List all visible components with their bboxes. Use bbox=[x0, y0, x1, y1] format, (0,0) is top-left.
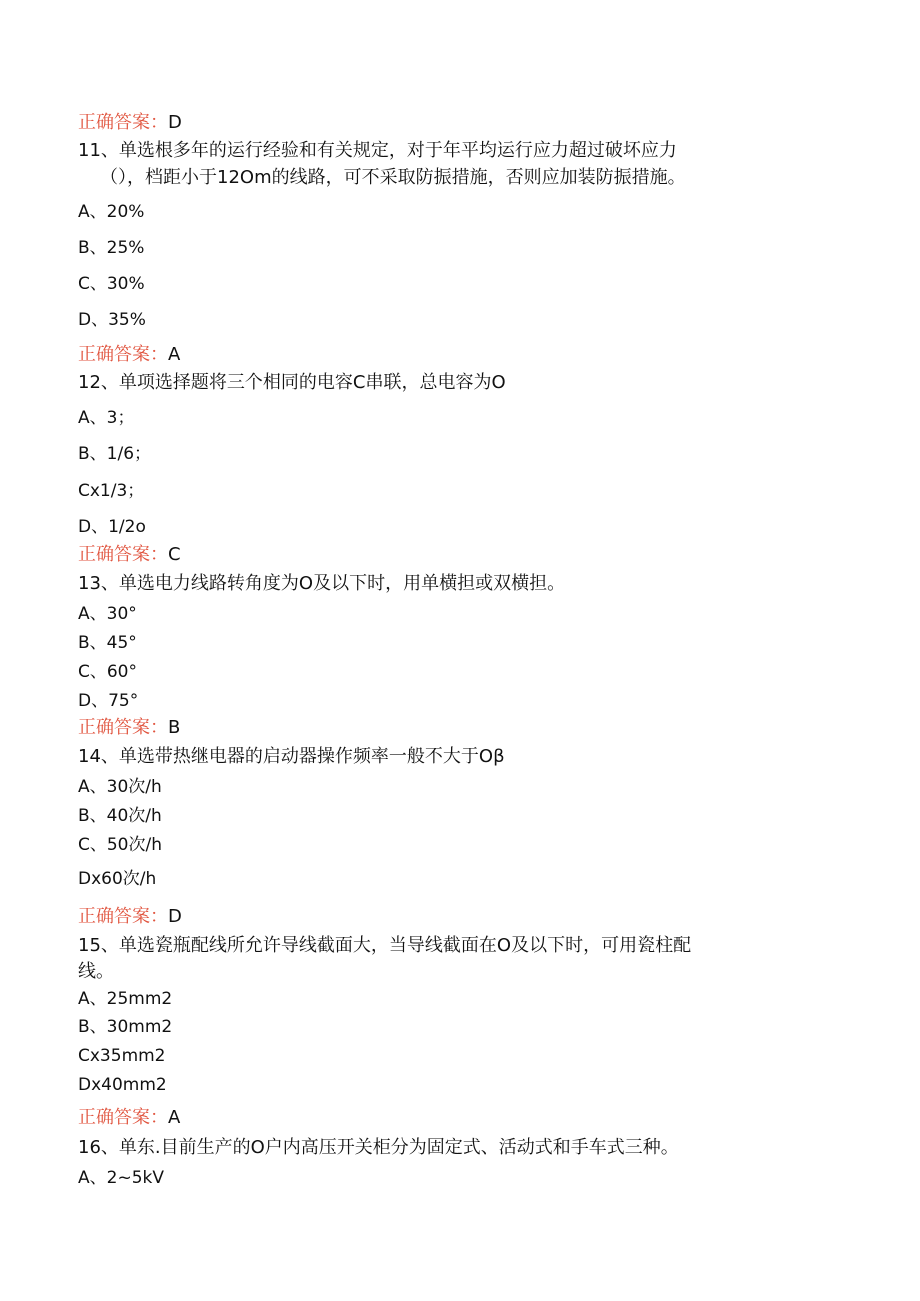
answer-label: 正确答案： bbox=[78, 344, 168, 365]
option-b-q11: B、25% bbox=[78, 238, 145, 258]
answer-value: D bbox=[168, 112, 182, 133]
question-text-q14: 14、单选带热继电器的启动器操作频率一般不大于Oβ bbox=[78, 746, 505, 767]
question-text-q11-line1: 11、单选根多年的运行经验和有关规定，对于年平均运行应力超过破坏应力 bbox=[78, 140, 677, 161]
answer-line-q10 bbox=[78, 111, 182, 135]
option-b-q12: B、1/6； bbox=[78, 444, 152, 464]
answer-value: D bbox=[168, 906, 182, 927]
option-a-q15: A、25mm2 bbox=[78, 989, 173, 1009]
question-text-q15-line1: 15、单选瓷瓶配线所允许导线截面大，当导线截面在O及以下时，可用瓷柱配 bbox=[78, 935, 692, 956]
option-a-q12: A、3； bbox=[78, 408, 135, 428]
answer-label: 正确答案： bbox=[78, 544, 168, 565]
answer-value: A bbox=[168, 344, 181, 365]
question-text-q11-line2: （），档距小于12Om的线路，可不采取防振措施，否则应加装防振措施。 bbox=[100, 167, 686, 188]
answer-label: 正确答案： bbox=[78, 112, 168, 133]
answer-label: 正确答案： bbox=[78, 1107, 168, 1128]
answer-value: A bbox=[168, 1107, 181, 1128]
option-b-q14: B、40次/h bbox=[78, 806, 162, 826]
answer-line-q15 bbox=[78, 1106, 180, 1130]
option-a-q16: A、2~5kV bbox=[78, 1168, 164, 1188]
answer-label: 正确答案： bbox=[78, 906, 168, 927]
question-text-q12: 12、单项选择题将三个相同的电容C串联，总电容为O bbox=[78, 372, 506, 393]
answer-line-q11 bbox=[78, 343, 180, 367]
answer-line-q13 bbox=[78, 716, 180, 740]
option-a-q13: A、30° bbox=[78, 604, 137, 624]
option-c-q14: C、50次/h bbox=[78, 835, 163, 855]
question-text-q15-line2: 线。 bbox=[78, 961, 114, 982]
option-d-q13: D、75° bbox=[78, 691, 139, 711]
option-d-q11: D、35% bbox=[78, 310, 146, 330]
option-d-q12: D、1/2o bbox=[78, 517, 146, 537]
option-a-q11: A、20% bbox=[78, 202, 145, 222]
option-c-q12: Cx1/3； bbox=[78, 481, 145, 501]
answer-label: 正确答案： bbox=[78, 717, 168, 738]
question-text-q13: 13、单选电力线路转角度为O及以下时，用单横担或双横担。 bbox=[78, 573, 566, 594]
option-b-q13: B、45° bbox=[78, 633, 137, 653]
option-a-q14: A、30次/h bbox=[78, 777, 162, 797]
answer-value: C bbox=[168, 544, 181, 565]
answer-line-q12 bbox=[78, 543, 181, 567]
option-b-q15: B、30mm2 bbox=[78, 1017, 173, 1037]
option-c-q11: C、30% bbox=[78, 274, 145, 294]
question-text-q16: 16、单东.目前生产的O户内高压开关柜分为固定式、活动式和手车式三种。 bbox=[78, 1137, 679, 1158]
answer-value: B bbox=[168, 717, 181, 738]
option-c-q15: Cx35mm2 bbox=[78, 1046, 166, 1066]
option-d-q15: Dx40mm2 bbox=[78, 1075, 167, 1095]
option-d-q14: Dx60次/h bbox=[78, 869, 157, 889]
answer-line-q14 bbox=[78, 905, 182, 929]
option-c-q13: C、60° bbox=[78, 662, 138, 682]
